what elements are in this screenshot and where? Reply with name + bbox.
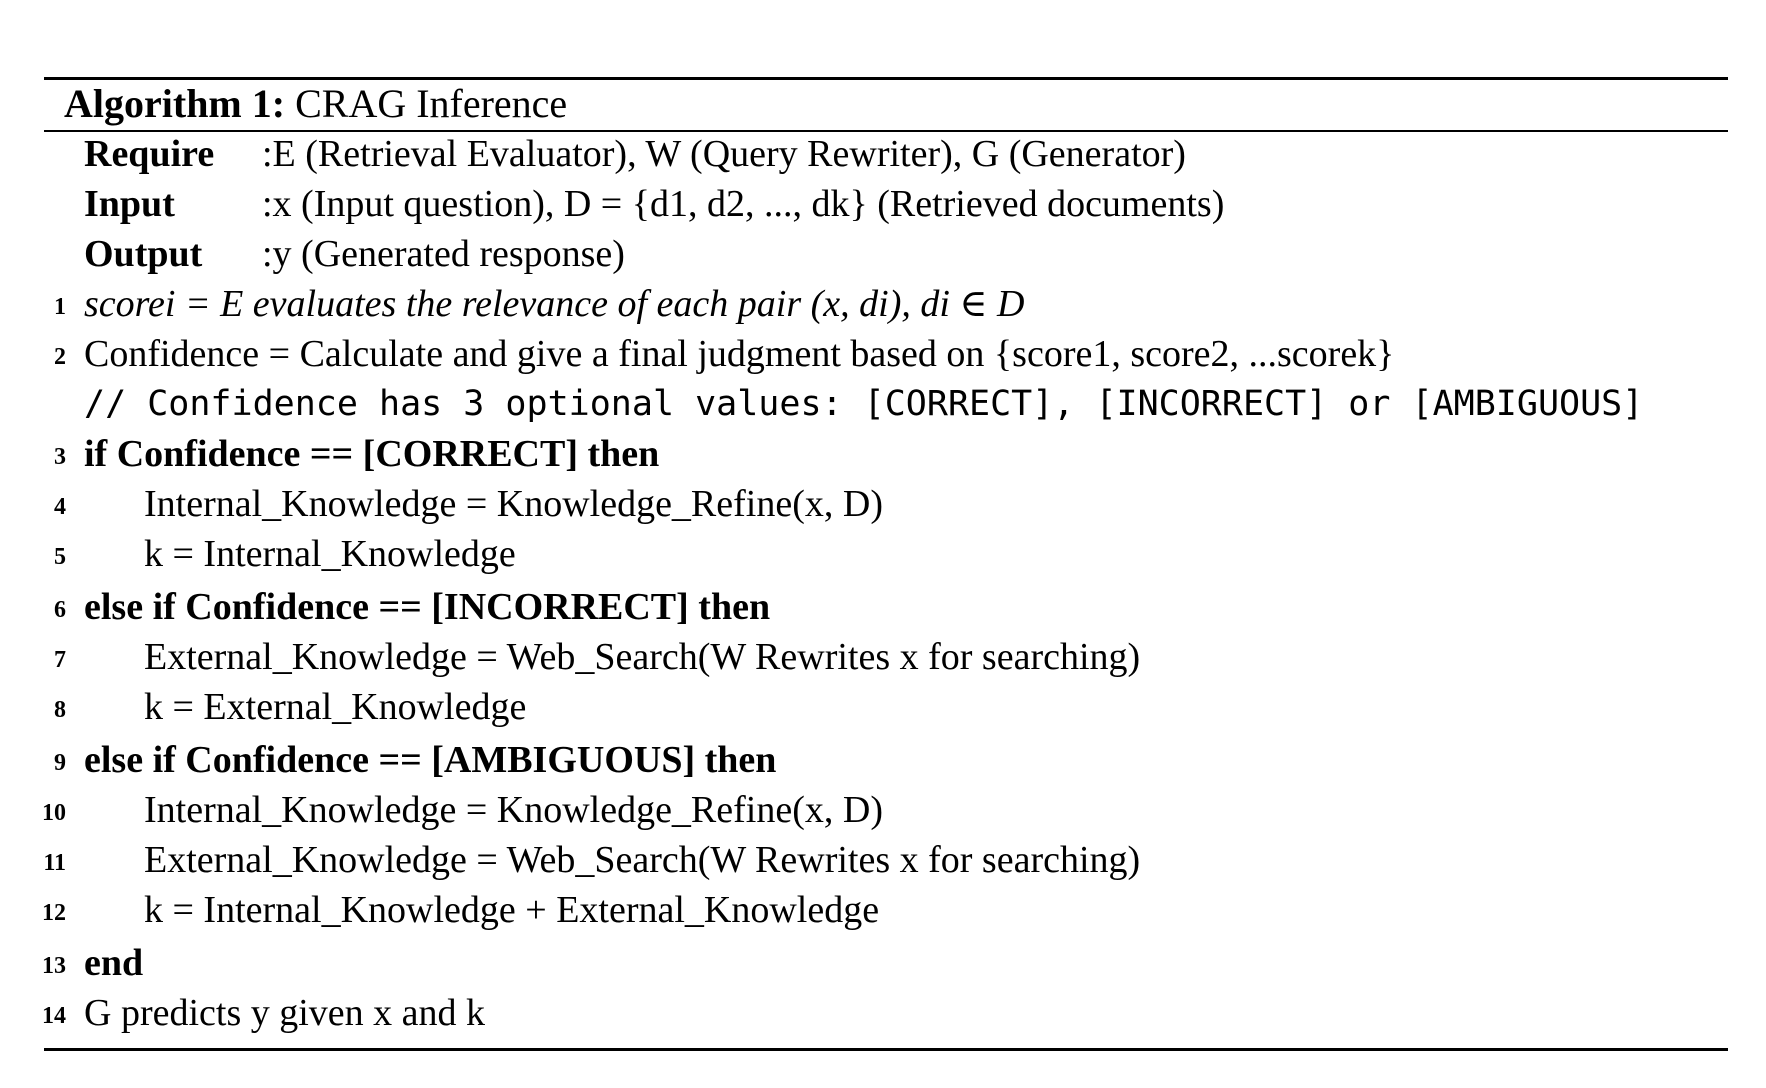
line-number: 7 [54,647,66,673]
line-text: else if Confidence == [AMBIGUOUS] then [84,739,777,781]
line-text: k = External_Knowledge [144,686,527,728]
line-text: External_Knowledge = Web_Search(W Rewrites x for searching) [144,636,1141,678]
input-text: :x (Input question), D = {d1, d2, ..., dk} (Retrieved documents) [262,183,1225,225]
line-text: scorei = E evaluates the relevance of each pair (x, di), di ∈ D [84,283,1025,325]
line-number: 10 [42,800,66,826]
line-number: 8 [54,697,66,723]
input-keyword: Input [84,183,175,225]
output-text: :y (Generated response) [262,233,625,275]
line-text: else if Confidence == [INCORRECT] then [84,586,771,628]
line-text: G predicts y given x and k [84,992,486,1034]
line-number: 12 [42,900,66,926]
require-text: :E (Retrieval Evaluator), W (Query Rewriter), G (Generator) [262,133,1186,175]
line-number: 3 [54,444,66,470]
line-text: External_Knowledge = Web_Search(W Rewrites x for searching) [144,839,1141,881]
line-text: Internal_Knowledge = Knowledge_Refine(x, D) [144,483,883,525]
line-number: 5 [54,544,66,570]
line-number: 4 [54,494,66,520]
algorithm-caption [64,78,567,130]
comment-text: // Confidence has 3 optional values: [CORRECT], [INCORRECT] or [AMBIGUOUS] [84,384,1644,424]
input-content [84,179,1224,229]
line-text: if Confidence == [CORRECT] then [84,433,660,475]
line-text: Internal_Knowledge = Knowledge_Refine(x, D) [144,789,883,831]
require-keyword: Require [84,133,215,175]
line-text: end [84,942,144,984]
caption-title: CRAG Inference [295,81,568,126]
line-text: k = Internal_Knowledge [144,533,516,575]
line-number: 11 [43,850,66,876]
line-number: 13 [42,953,66,979]
bottom-rule [44,1048,1728,1051]
line-number: 6 [54,597,66,623]
output-content [84,229,625,279]
line-text: k = Internal_Knowledge + External_Knowledge [144,889,880,931]
line-number: 14 [42,1003,66,1029]
line-number: 1 [54,294,66,320]
caption-label: Algorithm 1: [64,81,286,126]
line-number: 9 [54,750,66,776]
output-keyword: Output [84,233,203,275]
require-content [84,129,1186,179]
line-text: Confidence = Calculate and give a final judgment based on {score1, score2, ...scorek} [84,333,1395,375]
line-number: 2 [54,344,66,370]
